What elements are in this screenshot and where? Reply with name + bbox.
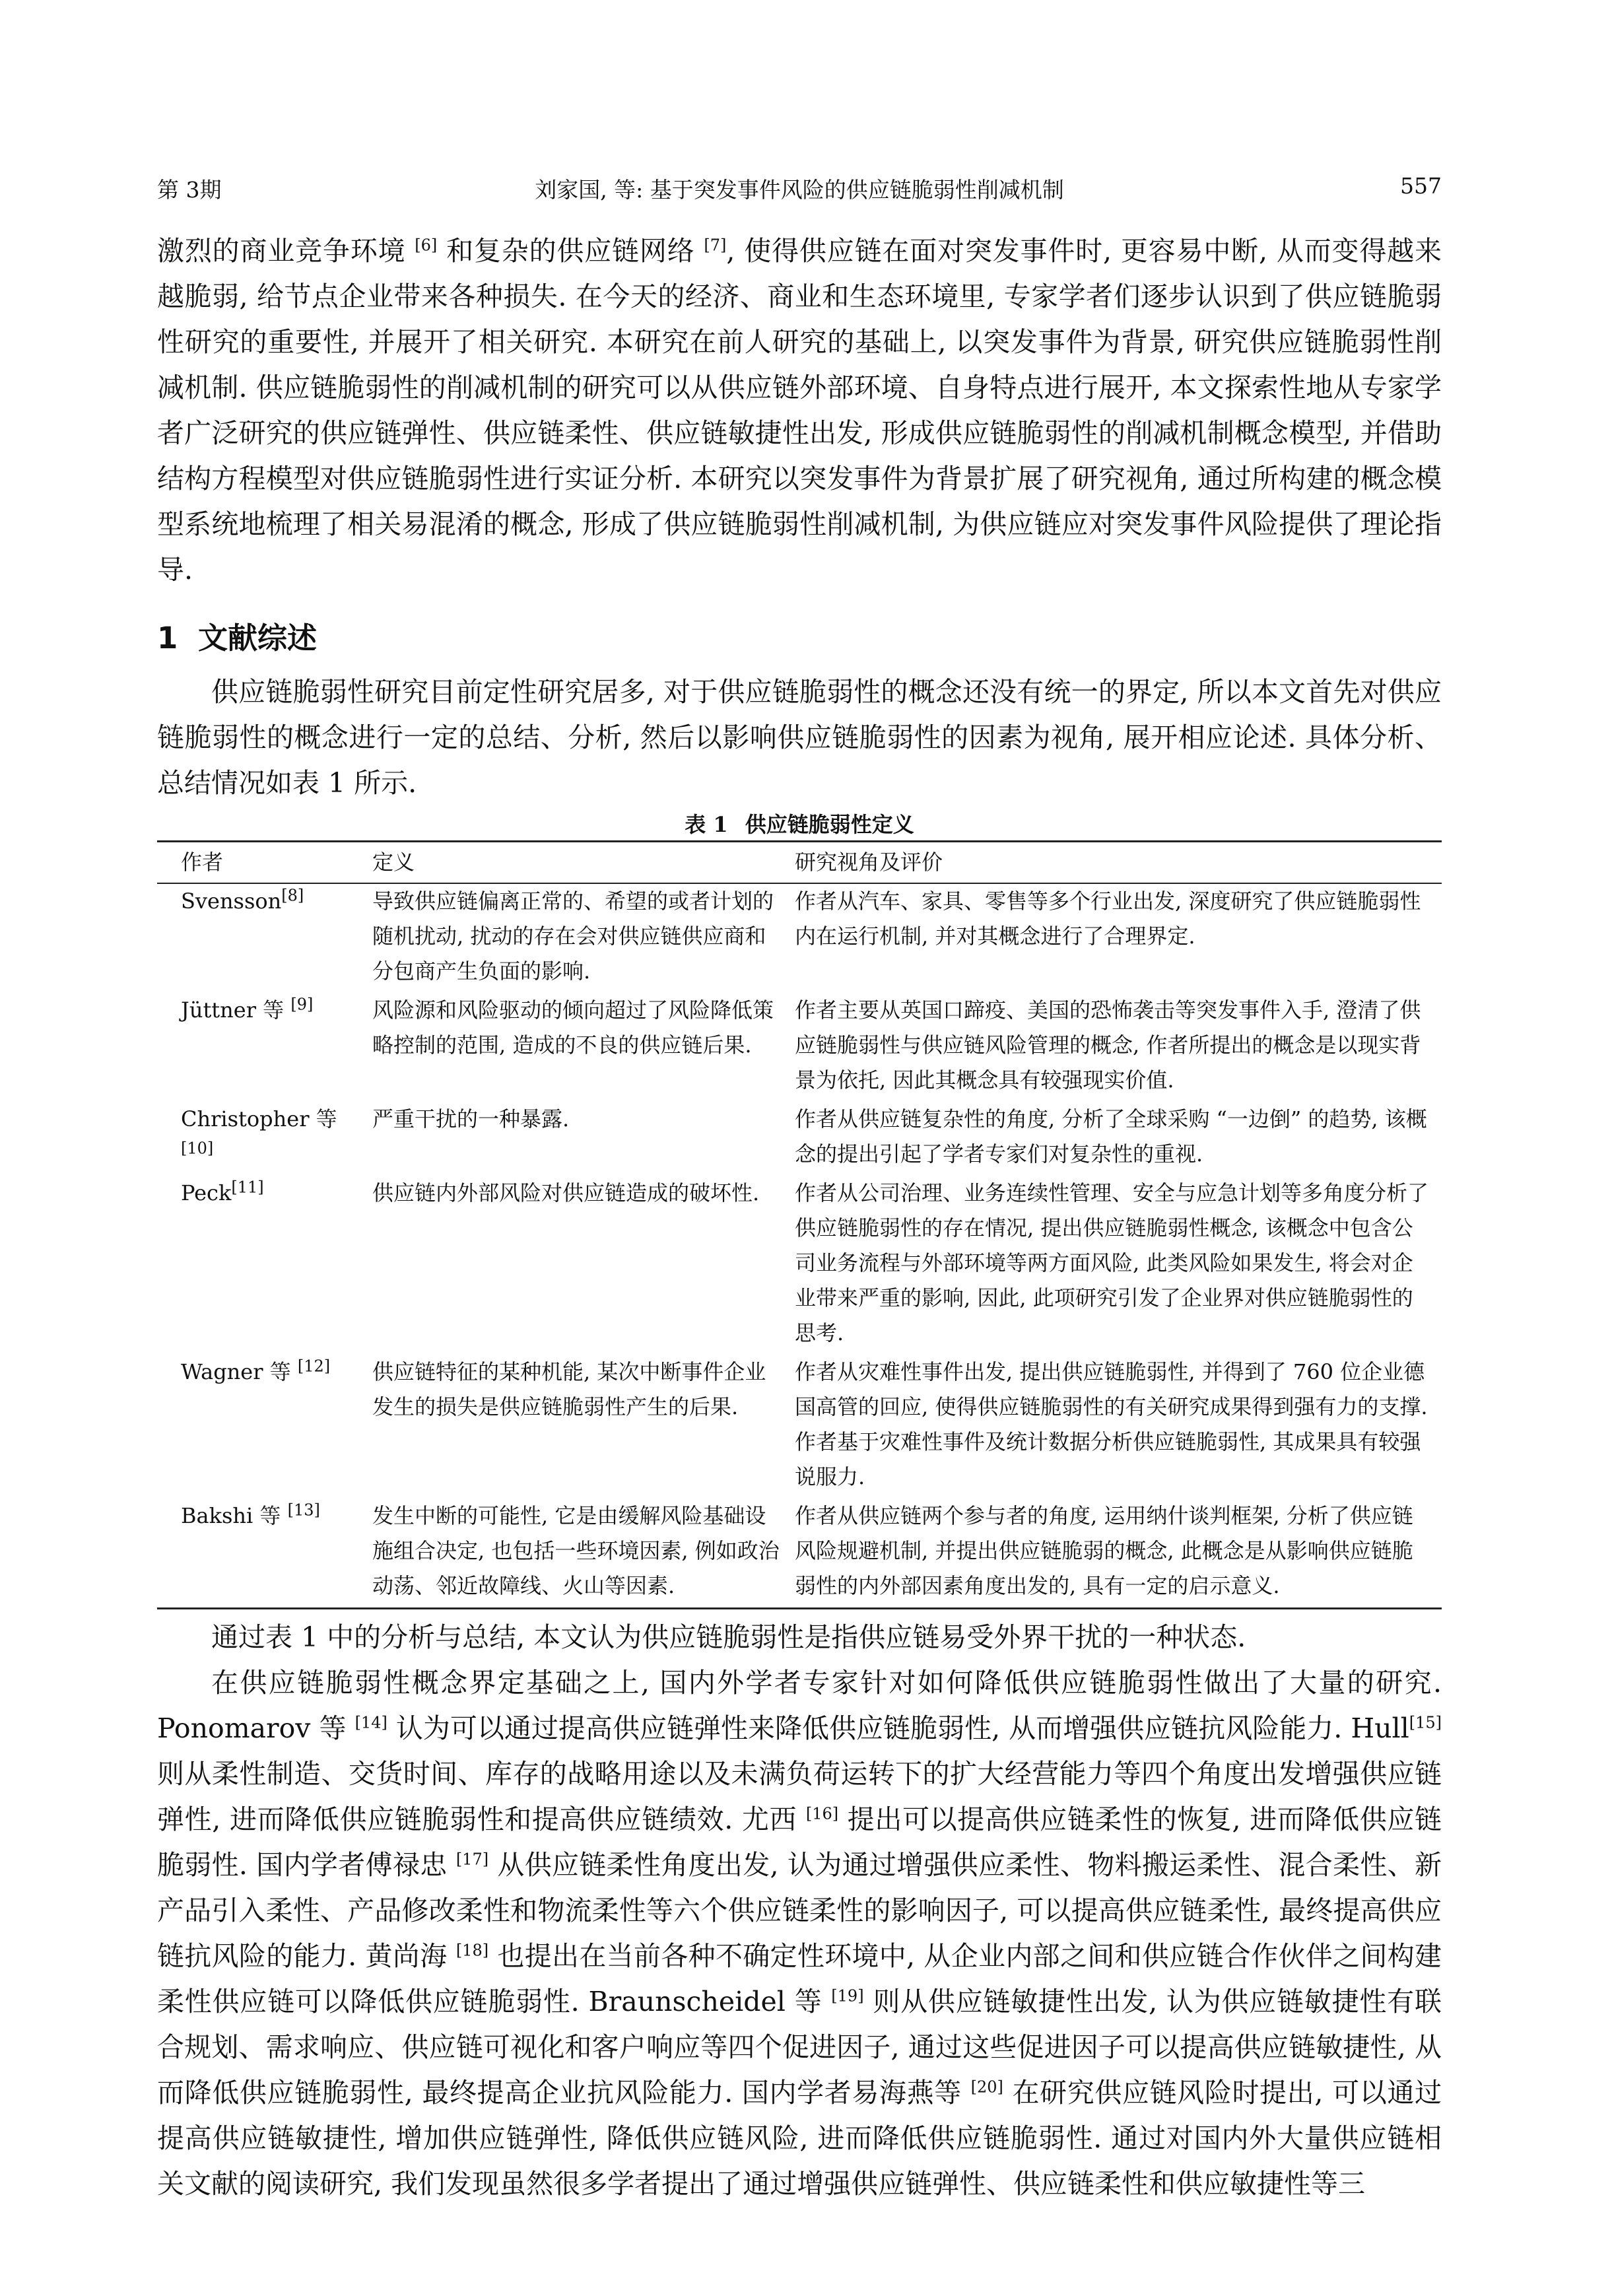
section-heading xyxy=(157,615,1442,661)
citation-ref: [14] xyxy=(354,1713,387,1732)
text-run: 在研究供应链风险时提出, 可以通过提高供应链敏捷性, 增加供应链弹性, 降低供应链风险, 进而降低供应链脆弱性. 通过对国内外大量供应链相关文献的阅读研究, 我们发现虽然很多学者提出了通过增强供应链弹性、供应链柔性和供应敏捷性等三 xyxy=(157,2077,1442,2200)
text-run: , 使得供应链在面对突发事件时, 更容易中断, 从而变得越来越脆弱, 给节点企业带来各种损失. 在今天的经济、商业和生态环境里, 专家学者们逐步认识到了供应链脆弱性研究的重要性, 并展开了相关研究. 本研究在前人研究的基础上, 以突发事件为背景, 研究供应链脆弱性削减机制. 供应链脆弱性的削减机制的研究可以从供应链外部环境、自身特点进行展开, 本文探索性地从专家学者广泛研究的供应链弹性、供应链柔性、供应链敏捷性出发, 形成供应链脆弱性的削减机制概念模型, 并借助结构方程模型对供应链脆弱性进行实证分析. 本研究以突发事件为背景扩展了研究视角, 通过所构建的概念模型系统地梳理了相关易混淆的概念, 形成了供应链脆弱性削减机制, 为供应链应对突发事件风险提供了理论指导. xyxy=(157,235,1442,586)
after-table-paragraph: 通过表 1 中的分析与总结, 本文认为供应链脆弱性是指供应链易受外界干扰的一种状态. xyxy=(211,1621,1246,1653)
text-run: 则从柔性制造、交货时间、库存的战略用途以及未满负荷运转下的扩大经营能力等四个角度出发增强供应链弹性, 进而降低供应链脆弱性和提高供应链绩效. 尤西 xyxy=(157,1758,1442,1835)
definition-table xyxy=(157,840,1442,1609)
text-run: 从供应链柔性角度出发, 认为通过增强供应柔性、物料搬运柔性、混合柔性、新产品引入柔性、产品修改柔性和物流柔性等六个供应链柔性的影响因子, 可以提高供应链柔性, 最终提高供应链抗风险的能力. 黄尚海 xyxy=(157,1849,1442,1972)
author-cell xyxy=(157,883,372,993)
table-row xyxy=(157,993,1442,1102)
author-cell xyxy=(157,1102,372,1176)
citation-ref: [18] xyxy=(455,1941,489,1960)
text-run: 和复杂的供应链网络 xyxy=(437,235,704,267)
author-name: Svensson xyxy=(181,889,282,914)
table-row xyxy=(157,883,1442,993)
author-name: Wagner 等 xyxy=(181,1359,298,1384)
citation-ref: [17] xyxy=(455,1850,489,1869)
author-name: Jüttner 等 xyxy=(181,997,291,1023)
running-title: 刘家国, 等: 基于突发事件风险的供应链脆弱性削减机制 xyxy=(535,177,1064,203)
definition-cell: 严重干扰的一种暴露. xyxy=(372,1106,570,1131)
review-cell: 作者主要从英国口蹄疫、美国的恐怖袭击等突发事件入手, 澄清了供应链脆弱性与供应链风险管理的概念, 作者所提出的概念是以现实背景为依托, 因此其概念具有较强现实价值. xyxy=(795,997,1421,1093)
table-caption xyxy=(157,811,1442,838)
citation-ref: [10] xyxy=(181,1139,214,1158)
page-number: 557 xyxy=(1400,173,1442,199)
citation-ref: [12] xyxy=(297,1357,331,1376)
definition-cell: 导致供应链偏离正常的、希望的或者计划的随机扰动, 扰动的存在会对供应链供应商和分包商产生负面的影响. xyxy=(372,889,774,984)
text-run: 激烈的商业竞争环境 xyxy=(157,235,415,267)
text-run: 在供应链脆弱性概念界定基础之上, 国内外学者专家针对如何降低供应链脆弱性做出了大量的研究. Ponomarov 等 xyxy=(157,1667,1442,1744)
article-body xyxy=(157,228,1442,2207)
table-title: 供应链脆弱性定义 xyxy=(745,812,914,837)
section-title: 文献综述 xyxy=(198,621,318,656)
author-cell xyxy=(157,993,372,1102)
review-cell: 作者从供应链两个参与者的角度, 运用纳什谈判框架, 分析了供应链风险规避机制, 并提出供应链脆弱的概念, 此概念是从影响供应链脆弱性的内外部因素角度出发的, 具有一定的启示意义. xyxy=(795,1503,1413,1598)
section-number: 1 xyxy=(157,621,178,656)
citation-ref: [15] xyxy=(1409,1713,1442,1732)
review-cell: 作者从公司治理、业务连续性管理、安全与应急计划等多角度分析了供应链脆弱性的存在情况, 提出供应链脆弱性概念, 该概念中包含公司业务流程与外部环境等两方面风险, 此类风险如果发生, 将会对企业带来严重的影响, 因此, 此项研究引发了企业界对供应链脆弱性的思考. xyxy=(795,1180,1429,1345)
table-row xyxy=(157,1499,1442,1609)
table-header-row xyxy=(157,842,1442,884)
author-name: Peck xyxy=(181,1180,232,1205)
running-header xyxy=(157,173,1442,206)
table-row xyxy=(157,1355,1442,1499)
definition-cell: 风险源和风险驱动的倾向超过了风险降低策略控制的范围, 造成的不良的供应链后果. xyxy=(372,997,774,1058)
author-cell xyxy=(157,1355,372,1499)
review-cell: 作者从供应链复杂性的角度, 分析了全球采购 “一边倒” 的趋势, 该概念的提出引起了学者专家们对复杂性的重视. xyxy=(795,1106,1427,1166)
citation-ref: [9] xyxy=(290,995,314,1014)
text-run: 提出可以提高供应链柔性的恢复, 进而降低供应链脆弱性. 国内学者傅禄忠 xyxy=(157,1804,1442,1881)
definition-cell: 发生中断的可能性, 它是由缓解风险基础设施组合决定, 也包括一些环境因素, 例如政治动荡、邻近故障线、火山等因素. xyxy=(372,1503,780,1598)
table-row xyxy=(157,1176,1442,1355)
citation-ref: [20] xyxy=(970,2077,1003,2097)
citation-ref: [11] xyxy=(231,1178,264,1197)
header-author: 作者 xyxy=(181,850,224,875)
author-cell xyxy=(157,1499,372,1609)
citation-ref: [13] xyxy=(287,1501,320,1520)
author-cell xyxy=(157,1176,372,1355)
citation-ref: [16] xyxy=(805,1804,839,1823)
citation-ref: [19] xyxy=(831,1986,864,2006)
citation-ref: [8] xyxy=(281,886,304,905)
intro-paragraph xyxy=(157,228,1442,593)
review-cell: 作者从汽车、家具、零售等多个行业出发, 深度研究了供应链脆弱性内在运行机制, 并对其概念进行了合理界定. xyxy=(795,889,1421,949)
table-row xyxy=(157,1102,1442,1176)
review-cell: 作者从灾难性事件出发, 提出供应链脆弱性, 并得到了 760 位企业德国高管的回应, 使得供应链脆弱性的有关研究成果得到强有力的支撑. 作者基于灾难性事件及统计数据分析供应链脆弱性, 其成果具有较强说服力. xyxy=(795,1359,1428,1489)
issue-label: 第 3期 xyxy=(157,177,222,203)
header-definition: 定义 xyxy=(372,850,415,875)
table-body xyxy=(157,883,1442,1609)
header-review: 研究视角及评价 xyxy=(795,850,943,875)
text-run: 认为可以通过提高供应链弹性来降低供应链脆弱性, 从而增强供应链抗风险能力. Hull xyxy=(387,1712,1409,1744)
author-name: Bakshi 等 xyxy=(181,1503,288,1528)
review-paragraph xyxy=(157,1660,1442,2207)
definition-cell: 供应链特征的某种机能, 某次中断事件企业发生的损失是供应链脆弱性产生的后果. xyxy=(372,1359,766,1419)
citation-ref: [7] xyxy=(704,236,727,255)
text-run: 也提出在当前各种不确定性环境中, 从企业内部之间和供应链合作伙伴之间构建柔性供应链可以降低供应链脆弱性. Braunscheidel 等 xyxy=(157,1940,1442,2017)
text-run: 则从供应链敏捷性出发, 认为供应链敏捷性有联合规划、需求响应、供应链可视化和客户响应等四个促进因子, 通过这些促进因子可以提高供应链敏捷性, 从而降低供应链脆弱性, 最终提高企业抗风险能力. 国内学者易海燕等 xyxy=(157,1986,1442,2109)
author-name: Christopher 等 xyxy=(181,1106,337,1131)
citation-ref: [6] xyxy=(415,236,438,255)
definition-cell: 供应链内外部风险对供应链造成的破坏性. xyxy=(372,1180,760,1205)
table-label: 表 1 xyxy=(685,812,728,837)
section-paragraph: 供应链脆弱性研究目前定性研究居多, 对于供应链脆弱性的概念还没有统一的界定, 所以本文首先对供应链脆弱性的概念进行一定的总结、分析, 然后以影响供应链脆弱性的因素为视角, 展开相应论述. 具体分析、总结情况如表 1 所示. xyxy=(157,676,1442,799)
